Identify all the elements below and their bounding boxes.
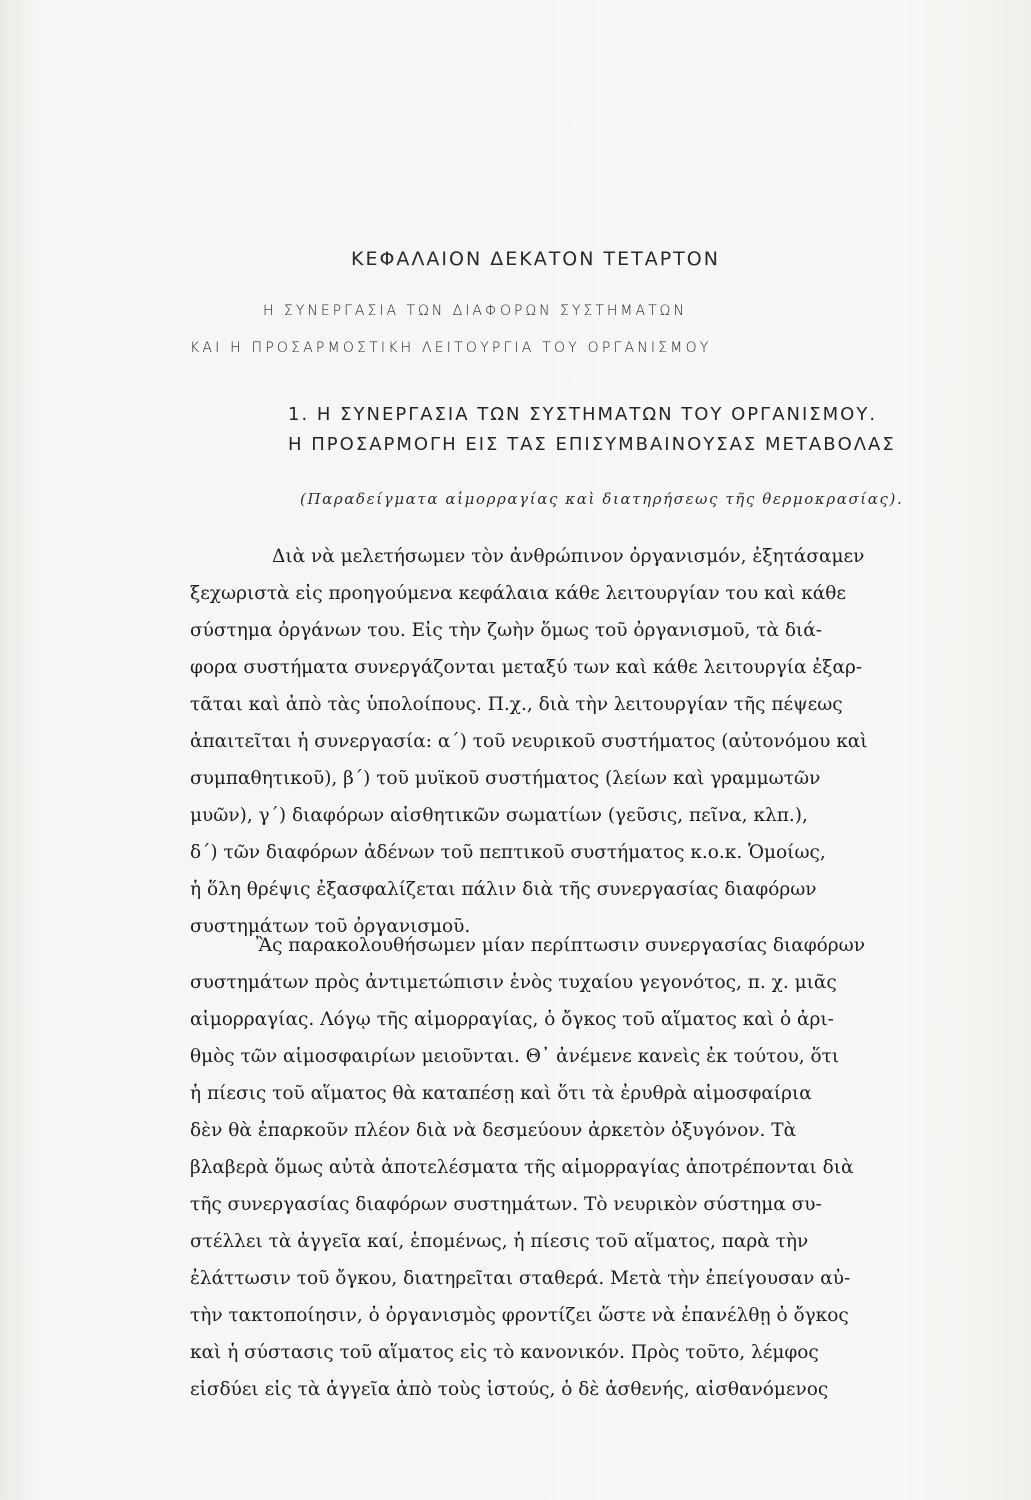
paragraph-line: στέλλει τὰ ἀγγεῖα καί, ἑπομένως, ἡ πίεσις τοῦ αἵματος, παρὰ τὴν xyxy=(190,1231,809,1252)
paragraph-line: Διὰ νὰ μελετήσωμεν τὸν ἀνθρώπινον ὀργανισμόν, ἐξητάσαμεν xyxy=(272,546,865,567)
paragraph-line: δ΄) τῶν διαφόρων ἀδένων τοῦ πεπτικοῦ συστήματος κ.ο.κ. Ὁμοίως, xyxy=(190,842,826,863)
paragraph-line: τὴν τακτοποίησιν, ὁ ὀργανισμὸς φροντίζει ὥστε νὰ ἐπανέλθῃ ὁ ὄγκος xyxy=(190,1305,849,1326)
paragraph-line: φορα συστήματα συνεργάζονται μεταξύ των καὶ κάθε λειτουργία ἐξαρ- xyxy=(190,657,863,678)
section-heading-line-1: 1. Η ΣΥΝΕΡΓΑΣΙΑ ΤΩΝ ΣΥΣΤΗΜΑΤΩΝ ΤΟΥ ΟΡΓΑΝΙΣΜΟΥ. xyxy=(288,404,878,425)
paragraph-line: θμὸς τῶν αἱμοσφαιρίων μειοῦνται. Θ᾽ ἀνέμενε κανεὶς ἐκ τούτου, ὅτι xyxy=(190,1046,840,1067)
paragraph-line: αἱμορραγίας. Λόγῳ τῆς αἱμορραγίας, ὁ ὄγκος τοῦ αἵματος καὶ ὁ ἀρι- xyxy=(190,1009,834,1030)
chapter-title-line-1: Η ΣΥΝΕΡΓΑΣΙΑ ΤΩΝ ΔΙΑΦΟΡΩΝ ΣΥΣΤΗΜΑΤΩΝ xyxy=(263,303,687,319)
paragraph-line: ἡ πίεσις τοῦ αἵματος θὰ καταπέσῃ καὶ ὅτι τὰ ἐρυθρὰ αἱμοσφαίρια xyxy=(190,1083,812,1104)
paragraph-line: σύστημα ὀργάνων του. Εἰς τὴν ζωὴν ὅμως τοῦ ὀργανισμοῦ, τὰ διά- xyxy=(190,620,822,641)
paragraph-line: εἰσδύει εἰς τὰ ἀγγεῖα ἀπὸ τοὺς ἱστούς, ὁ δὲ ἀσθενής, αἰσθανόμενος xyxy=(190,1379,829,1400)
paragraph-line: δὲν θὰ ἐπαρκοῦν πλέον διὰ νὰ δεσμεύουν ἀρκετὸν ὀξυγόνον. Τὰ xyxy=(190,1120,797,1141)
paragraph-line: μυῶν), γ΄) διαφόρων αἰσθητικῶν σωματίων (γεῦσις, πεῖνα, κλπ.), xyxy=(190,805,808,826)
paragraph-line: συμπαθητικοῦ), β΄) τοῦ μυϊκοῦ συστήματος (λείων καὶ γραμμωτῶν xyxy=(190,768,821,789)
paragraph-line: ἐλάττωσιν τοῦ ὄγκου, διατηρεῖται σταθερά. Μετὰ τὴν ἐπείγουσαν αὐ- xyxy=(190,1268,851,1289)
paragraph-line: ξεχωριστὰ εἰς προηγούμενα κεφάλαια κάθε λειτουργίαν του καὶ κάθε xyxy=(190,583,846,604)
paragraph-line: βλαβερὰ ὅμως αὐτὰ ἀποτελέσματα τῆς αἱμορραγίας ἀποτρέπονται διὰ xyxy=(190,1157,854,1178)
paragraph-line: ἡ ὅλη θρέψις ἐξασφαλίζεται πάλιν διὰ τῆς συνεργασίας διαφόρων xyxy=(190,879,817,900)
chapter-heading: ΚΕΦΑΛΑΙΟΝ ΔΕΚΑΤΟΝ ΤΕΤΑΡΤΟΝ xyxy=(351,248,720,270)
paragraph-line: Ἂς παρακολουθήσωμεν μίαν περίπτωσιν συνεργασίας διαφόρων xyxy=(256,935,866,956)
paragraph-line: καὶ ἡ σύστασις τοῦ αἵματος εἰς τὸ κανονικόν. Πρὸς τοῦτο, λέμφος xyxy=(190,1342,819,1363)
paragraph-line: συστημάτων τοῦ ὀργανισμοῦ. xyxy=(190,916,471,937)
section-subtitle: (Παραδείγματα αἱμορραγίας καὶ διατηρήσεως τῆς θερμοκρασίας). xyxy=(300,490,904,508)
paragraph-line: ἀπαιτεῖται ἡ συνεργασία: α΄) τοῦ νευρικοῦ συστήματος (αὐτονόμου καὶ xyxy=(190,731,868,752)
chapter-title-line-2: ΚΑΙ Η ΠΡΟΣΑΡΜΟΣΤΙΚΗ ΛΕΙΤΟΥΡΓΙΑ ΤΟΥ ΟΡΓΑΝΙΣΜΟΥ xyxy=(190,340,712,356)
paragraph-line: τᾶται καὶ ἀπὸ τὰς ὑπολοίπους. Π.χ., διὰ τὴν λειτουργίαν τῆς πέψεως xyxy=(190,694,843,715)
section-heading-line-2: Η ΠΡΟΣΑΡΜΟΓΗ ΕΙΣ ΤΑΣ ΕΠΙΣΥΜΒΑΙΝΟΥΣΑΣ ΜΕΤΑΒΟΛΑΣ xyxy=(288,434,896,455)
paragraph-line: συστημάτων πρὸς ἀντιμετώπισιν ἑνὸς τυχαίου γεγονότος, π. χ. μιᾶς xyxy=(190,972,837,993)
paragraph-line: τῆς συνεργασίας διαφόρων συστημάτων. Τὸ νευρικὸν σύστημα συ- xyxy=(190,1194,822,1215)
